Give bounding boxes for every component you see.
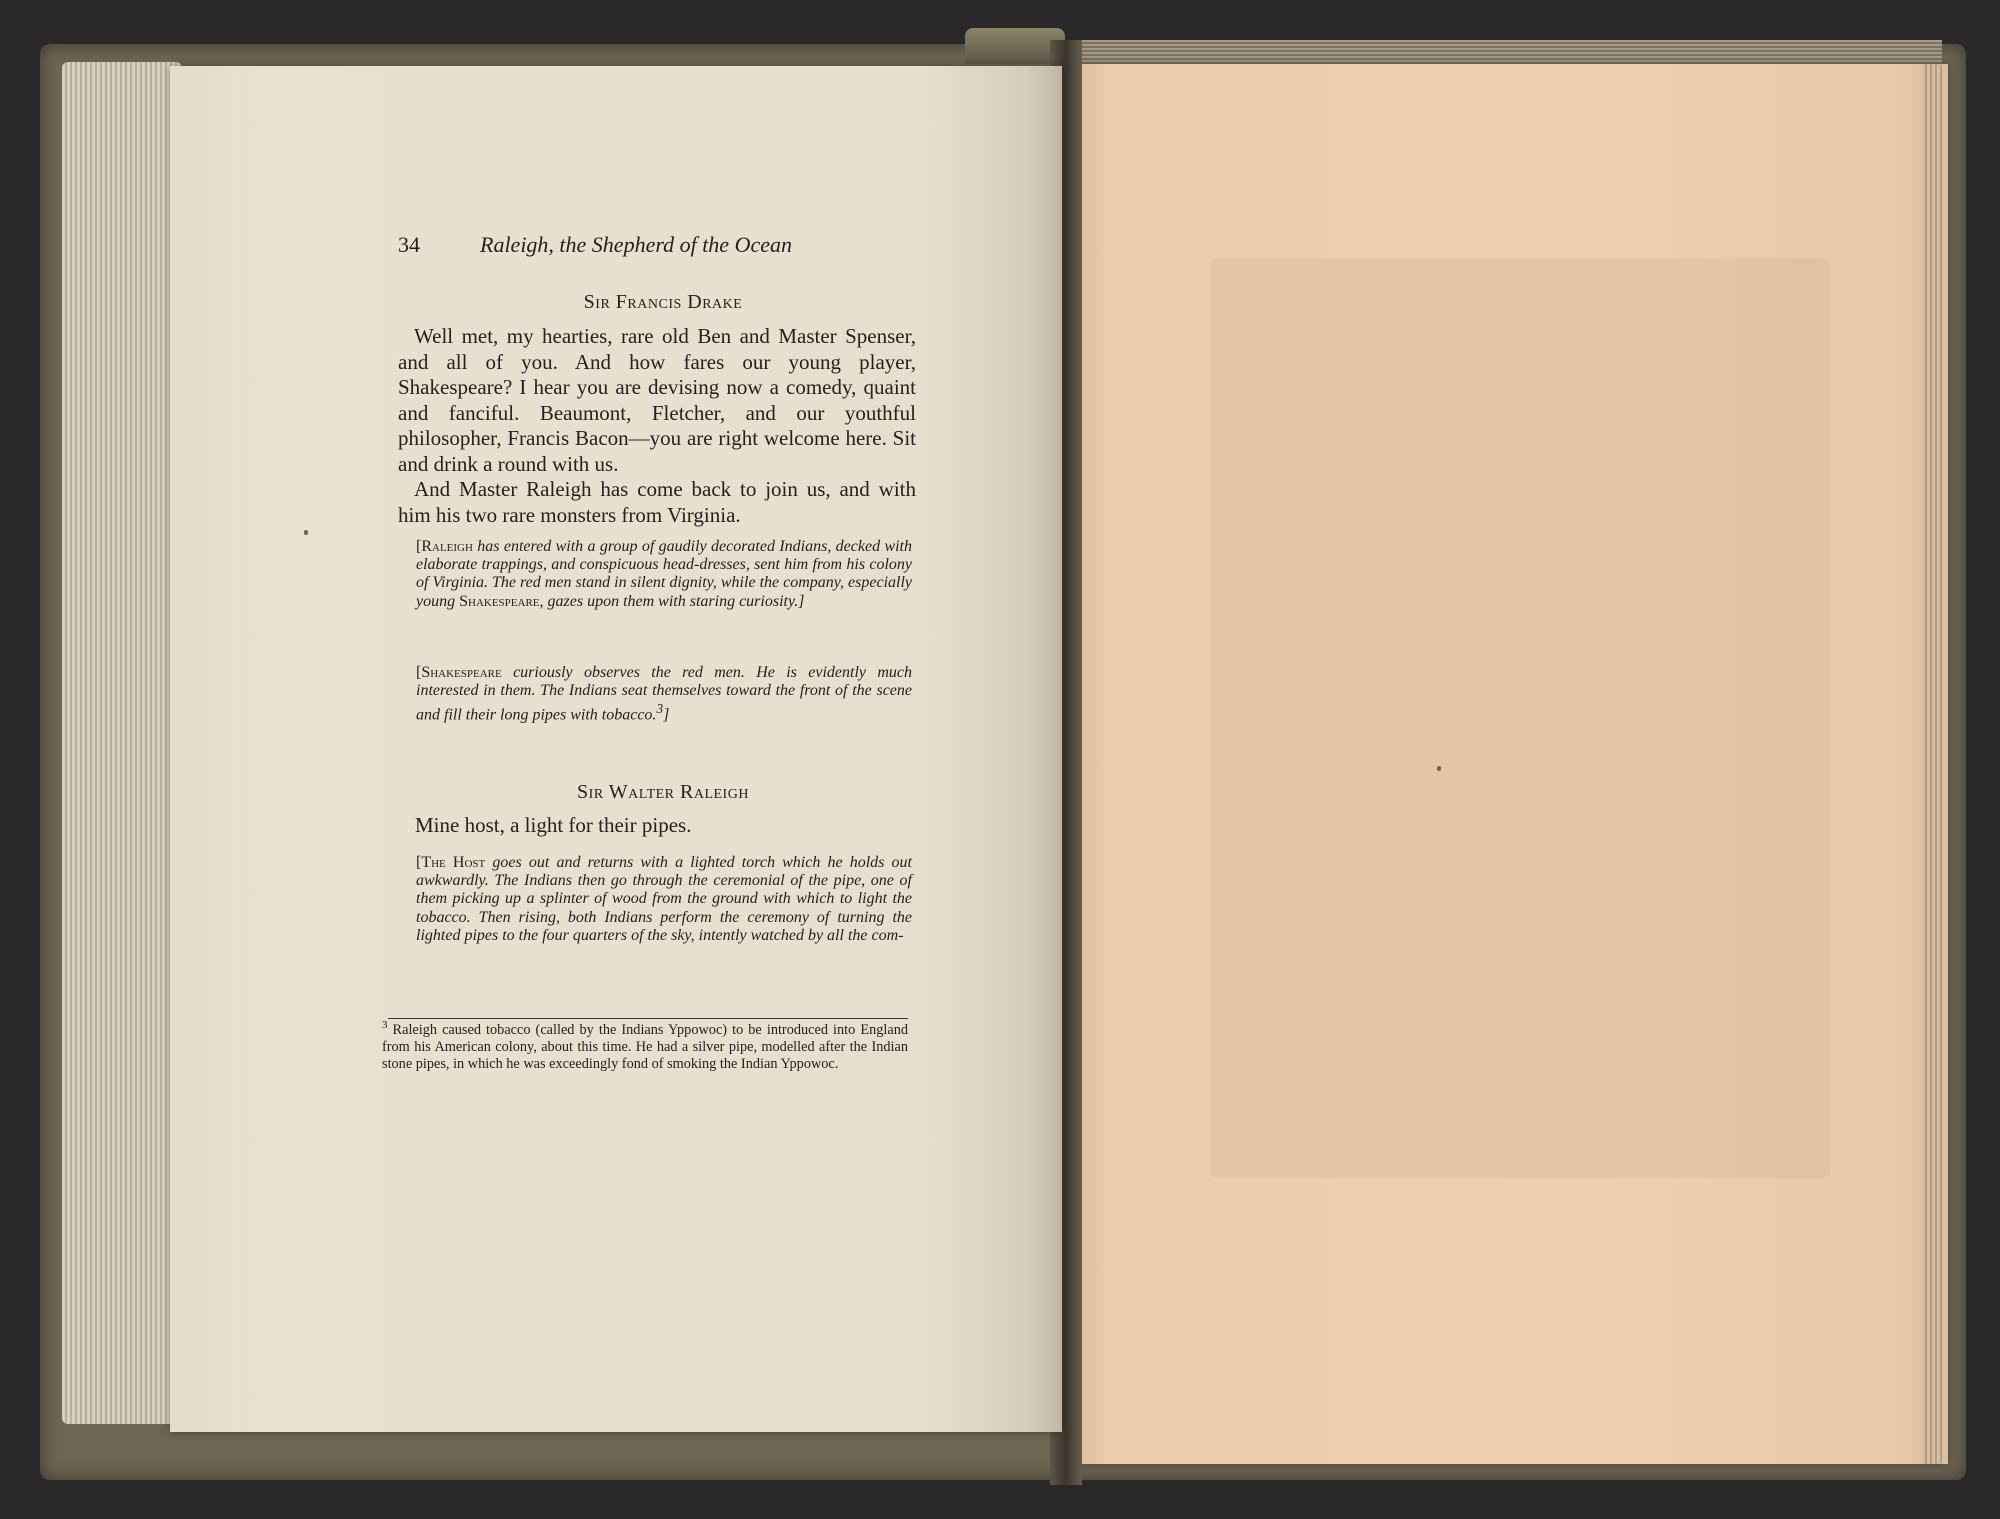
speech-drake: [398, 324, 916, 528]
stage-direction-text: has entered with a group of gaudily decorated Indians, decked with elaborate trappings, and conspicuous head-dresses, sent him from his colony of Virginia. The red men stand in silent dignity, while the company, especially young: [416, 538, 912, 610]
right-page-top-edge: [1062, 40, 1942, 64]
stage-direction-end: , gazes upon them with staring curiosity.]: [539, 592, 805, 610]
speaker-heading-drake: Sir Francis Drake: [583, 291, 743, 313]
stage-direction-end: ]: [663, 706, 670, 724]
right-page-stack: [1922, 64, 1944, 1464]
left-page-stack: [62, 62, 182, 1424]
stage-direction-lead: [Raleigh: [416, 538, 473, 555]
stage-direction-3: [416, 854, 912, 945]
paper-speck: [304, 530, 308, 535]
stage-direction-2: [416, 664, 912, 725]
stage-direction-lead: [The Host: [416, 854, 486, 871]
footnote-text: Raleigh caused tobacco (called by the Indians Yppowoc) to be introduced into England from his American colony, about this time. He had a silver pipe, modelled after the Indian stone pipes, in which he was exceedingly fond of smoking the Indian Yppowoc.: [382, 1022, 908, 1073]
footnote-marker: 3: [382, 1019, 388, 1032]
stage-direction-lead: [Shakespeare: [416, 664, 502, 681]
footnote-rule: [388, 1018, 908, 1019]
bleed-through-text: [1210, 258, 1830, 1178]
stage-direction-1: [416, 538, 912, 611]
speech-raleigh: Mine host, a light for their pipes.: [415, 813, 692, 837]
speech-paragraph-2: And Master Raleigh has come back to join us, and with him his two rare monsters from Virginia.: [398, 477, 916, 527]
paper-speck: [1437, 766, 1441, 771]
stage-direction-text: curiously observes the red men. He is evidently much interested in them. The Indians seat themselves toward the front of the scene and fill their long pipes with tobacco.: [416, 664, 912, 724]
footnote: [382, 1019, 908, 1074]
stage-direction-text: goes out and returns with a lighted torch which he holds out awkwardly. The Indians then go through the ceremonial of the pipe, one of them picking up a splinter of wood from the ground with which to light the tobacco. Then rising, both Indians perform the ceremony of turning the lighted pipes to the four quarters of the sky, intently watched by all the com-: [416, 854, 912, 944]
running-title: Raleigh, the Shepherd of the Ocean: [480, 232, 792, 257]
page-number: 34: [398, 232, 420, 257]
footnote-reference: 3: [656, 701, 664, 717]
left-page: [170, 66, 1062, 1432]
speech-paragraph-1: Well met, my hearties, rare old Ben and Master Spenser, and all of you. And how fares our young player, Shakespeare? I hear you are devising now a comedy, quaint and fanciful. Beaumont, Fletcher, and our youthful philosopher, Francis Bacon—you are right welcome here. Sit and drink a round with us.: [398, 324, 916, 476]
stage-direction-name: Shakespeare: [459, 592, 540, 610]
speaker-heading-raleigh: Sir Walter Raleigh: [577, 781, 749, 803]
running-head: [398, 228, 918, 262]
